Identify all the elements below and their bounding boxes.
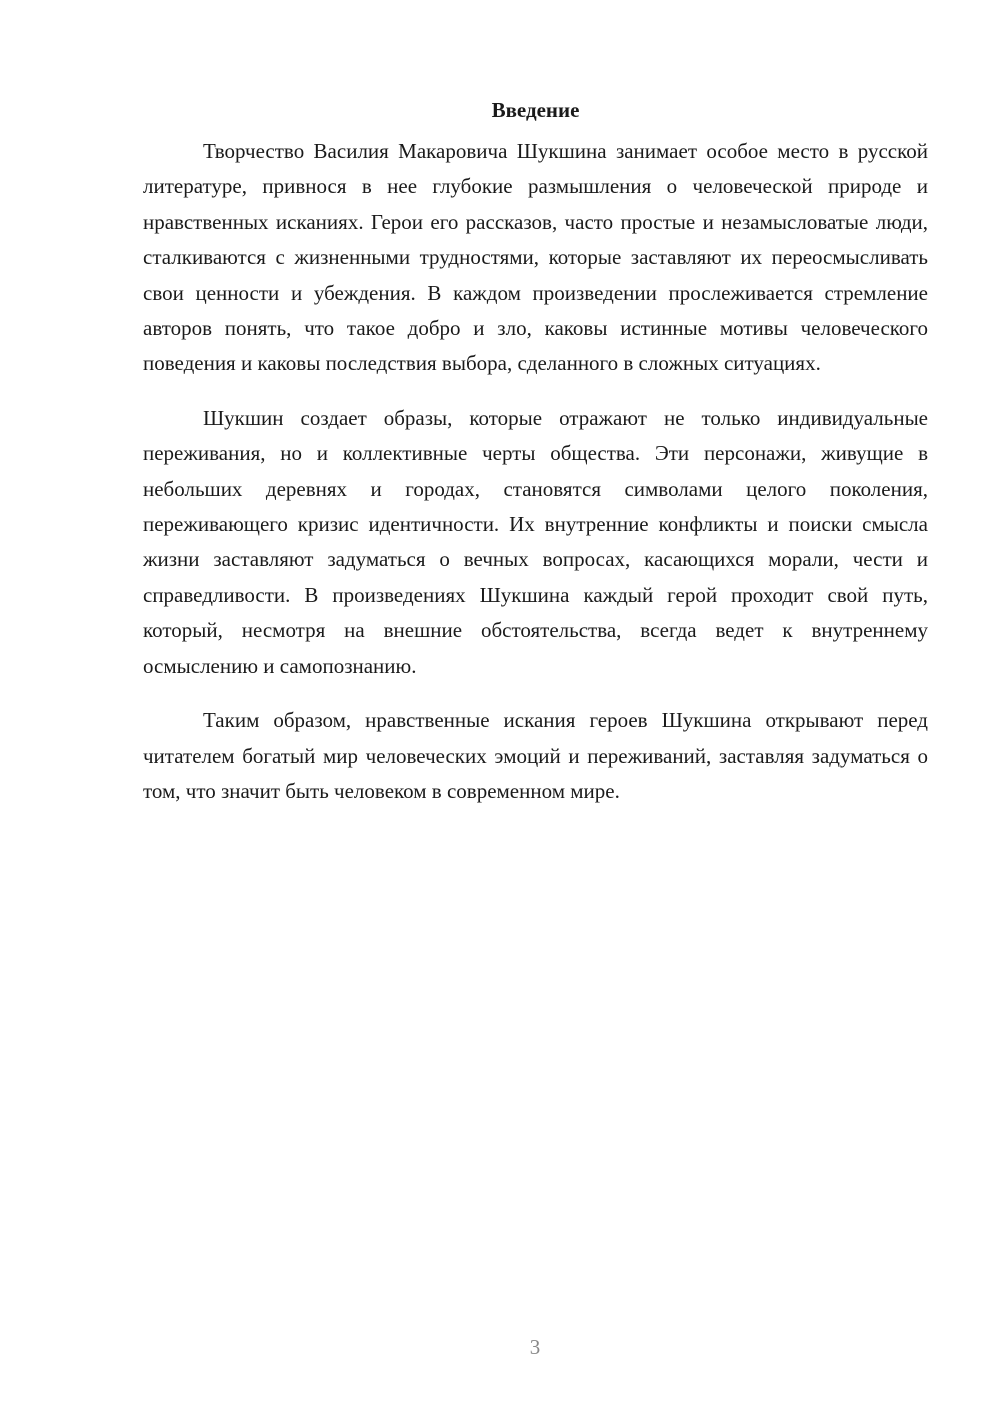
paragraph-3: Таким образом, нравственные искания героев Шукшина открывают перед читателем богатый мир человеческих эмоций и переживаний, заставляя задуматься о том, что значит быть человеком в современном мире. (143, 708, 928, 803)
paragraph-2: Шукшин создает образы, которые отражают не только индивидуальные переживания, но и коллективные черты общества. Эти персонажи, живущие в небольших деревнях и городах, становятся символами целого поколения, переживающего кризис идентичности. Их внутренние конфликты и поиски смысла жизни заставляют задуматься о вечных вопросах, касающихся морали, чести и справедливости. В произведениях Шукшина каждый герой проходит свой путь, который, несмотря на внешние обстоятельства, всегда ведет к внутреннему осмыслению и самопознанию. (143, 405, 928, 678)
page-number: 3 (529, 1335, 541, 1359)
paragraph-1: Творчество Василия Макаровича Шукшина занимает особое место в русской литературе, привнося в нее глубокие размышления о человеческой природе и нравственных исканиях. Герои его рассказов, часто простые и незамысловатые люди, сталкиваются с жизненными трудностями, которые заставляют их переосмысливать свои ценности и убеждения. В каждом произведении прослеживается стремление авторов понять, что такое добро и зло, каковы истинные мотивы человеческого поведения и каковы последствия выбора, сделанного в сложных ситуациях. (143, 139, 928, 376)
page-content (143, 93, 928, 828)
section-heading: Введение (491, 98, 580, 122)
